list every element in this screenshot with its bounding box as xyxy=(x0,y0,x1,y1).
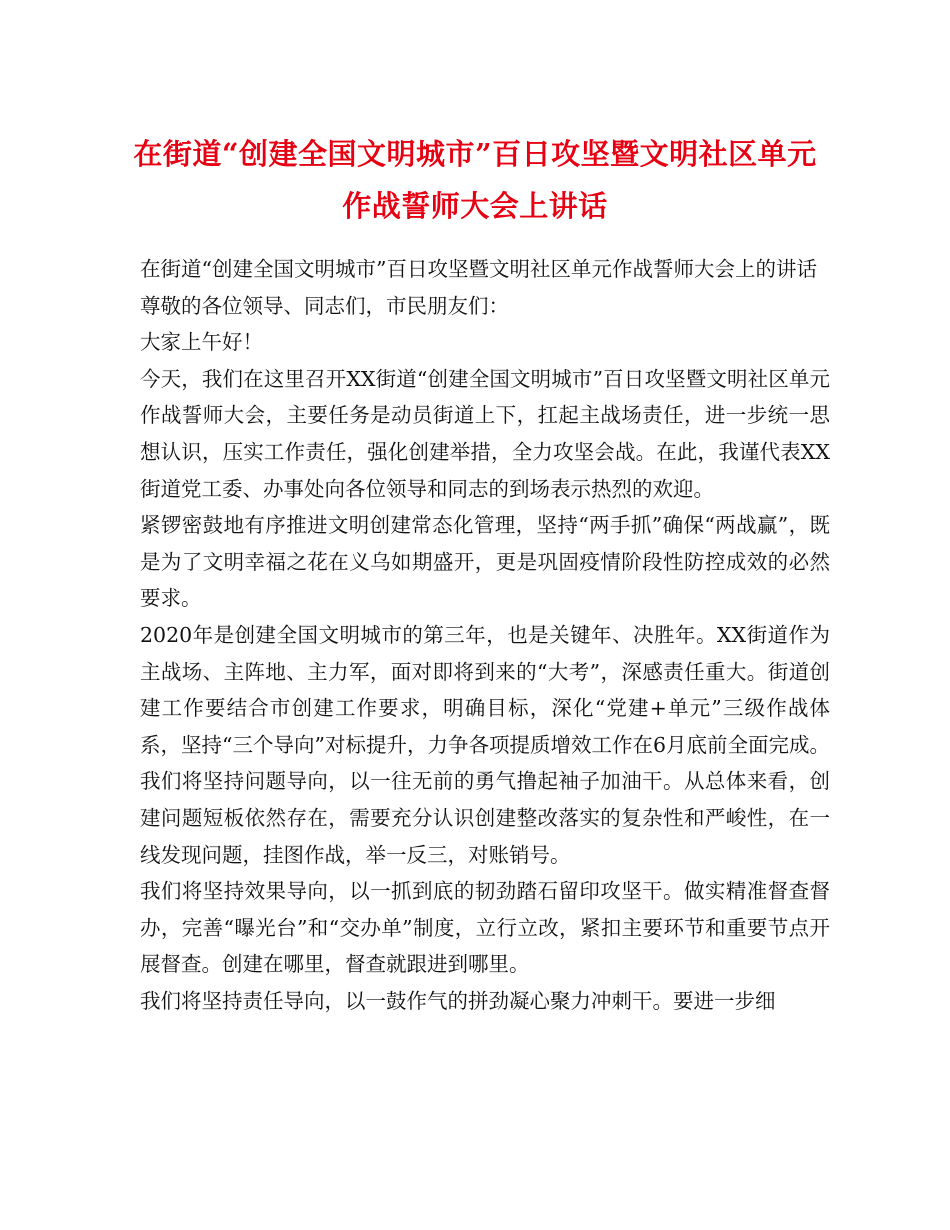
paragraph-2020: 2020年是创建全国文明城市的第三年，也是关键年、决胜年。XX街道作为主战场、主阵地、主力军，面对即将到来的“大考”，深感责任重大。街道创建工作要结合市创建工作要求，明确目标，深化“党建+单元”三级作战体系，坚持“三个导向”对标提升，力争各项提质增效工作在6月底前全面完成。 xyxy=(140,622,831,757)
paragraph-subtitle: 在街道“创建全国文明城市”百日攻坚暨文明社区单元作战誓师大会上的讲话 xyxy=(140,257,817,281)
title-line-1: 在街道“创建全国文明城市”百日攻坚暨文明社区单元 xyxy=(133,137,817,171)
document-title xyxy=(120,128,830,232)
paragraph-problem-oriented: 我们将坚持问题导向，以一往无前的勇气撸起袖子加油干。从总体来看，创建问题短板依然存在，需要充分认识创建整改落实的复杂性和严峻性，在一线发现问题，挂图作战，举一反三，对账销号。 xyxy=(140,769,830,867)
title-line-2: 作战誓师大会上讲话 xyxy=(342,189,608,223)
paragraph-greeting: 大家上午好！ xyxy=(140,330,263,355)
paragraph-intro: 今天，我们在这里召开XX街道“创建全国文明城市”百日攻坚暨文明社区单元作战誓师大会，主要任务是动员街道上下，扛起主战场责任，进一步统一思想认识，压实工作责任，强化创建举措，全力攻坚会战。在此，我谨代表XX街道党工委、办事处向各位领导和同志的到场表示热烈的欢迎。 xyxy=(140,366,830,501)
paragraph-context: 紧锣密鼓地有序推进文明创建常态化管理，坚持“两手抓”确保“两战赢”，既是为了文明幸福之花在义乌如期盛开，更是巩固疫情阶段性防控成效的必然要求。 xyxy=(140,513,830,611)
document-body xyxy=(140,251,830,1019)
paragraph-salutation: 尊敬的各位领导、同志们，市民朋友们： xyxy=(140,293,509,318)
paragraph-effect-oriented: 我们将坚持效果导向，以一抓到底的韧劲踏石留印攻坚干。做实精准督查督办，完善“曝光台”和“交办单”制度，立行立改，紧扣主要环节和重要节点开展督查。创建在哪里，督查就跟进到哪里。 xyxy=(140,879,830,977)
paragraph-responsibility-oriented: 我们将坚持责任导向，以一鼓作气的拼劲凝心聚力冲刺干。要进一步细 xyxy=(140,988,776,1013)
